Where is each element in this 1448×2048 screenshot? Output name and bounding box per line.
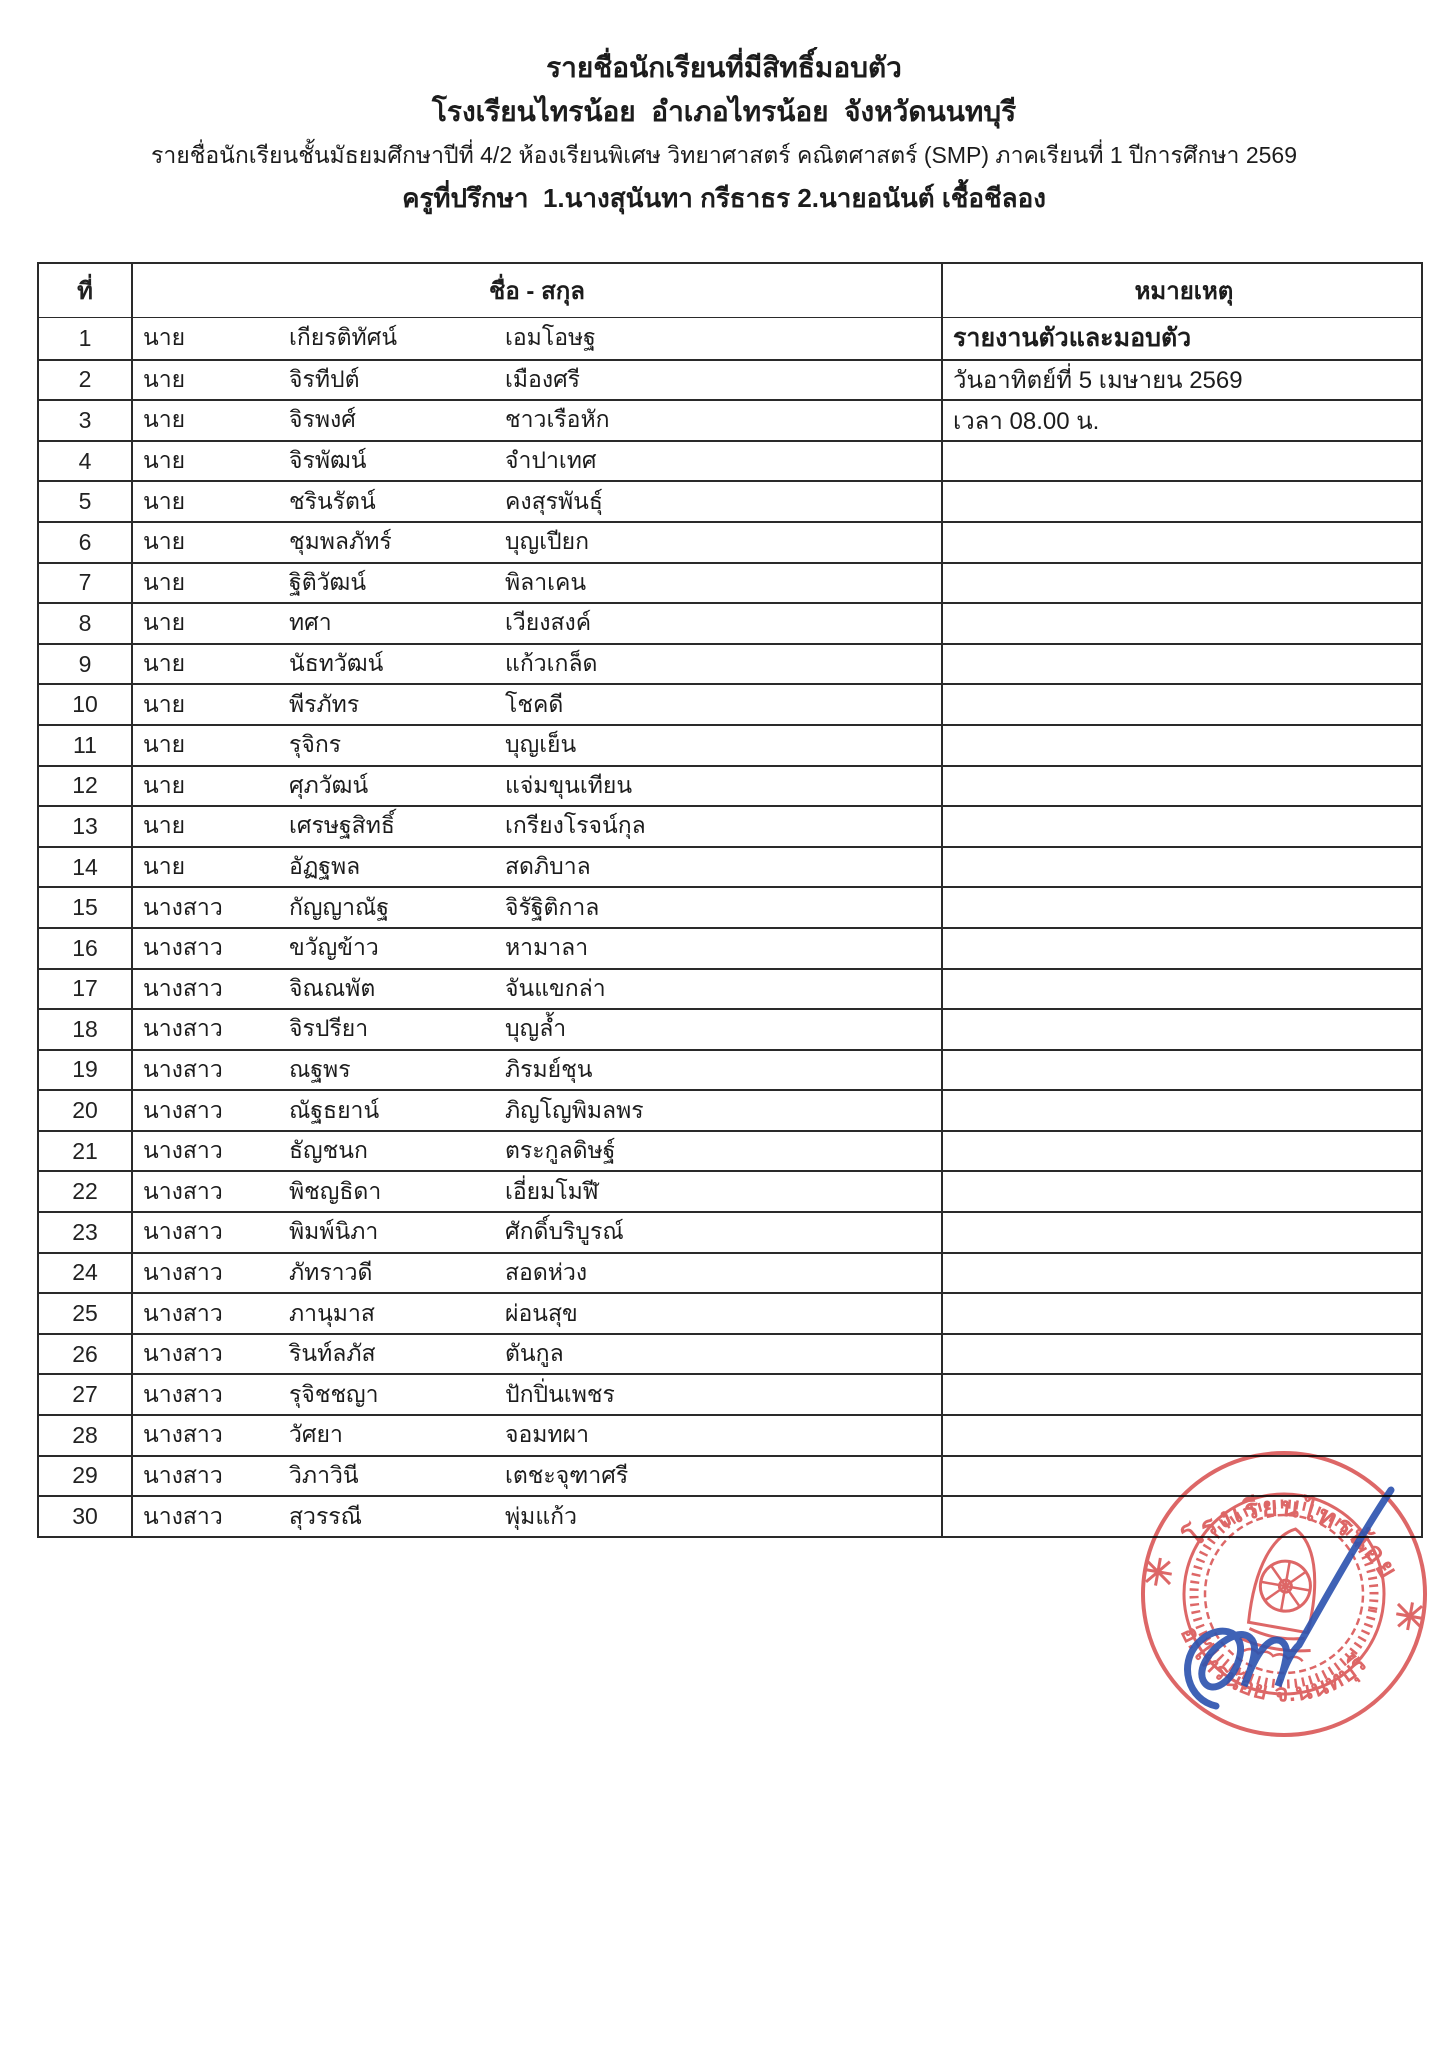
- row-name-cell: [133, 1294, 943, 1333]
- document-header: [0, 46, 1448, 220]
- row-note: [943, 888, 1425, 927]
- row-number: 21: [39, 1132, 133, 1171]
- table-row: [39, 805, 1421, 846]
- row-number: 19: [39, 1051, 133, 1090]
- table-row: [39, 318, 1421, 359]
- row-name-cell: [133, 767, 943, 806]
- row-note: [943, 726, 1425, 765]
- row-note: [943, 442, 1425, 481]
- row-note: [943, 1172, 1425, 1211]
- row-note: [943, 564, 1425, 603]
- row-note: [943, 523, 1425, 562]
- row-name-cell: [133, 888, 943, 927]
- first-name: พิชญธิดา: [289, 1177, 382, 1204]
- row-name-cell: [133, 442, 943, 481]
- row-name-cell: [133, 401, 943, 440]
- name-prefix: นางสาว: [143, 1421, 223, 1448]
- name-prefix: นาย: [143, 853, 186, 880]
- row-name-cell: [133, 1213, 943, 1252]
- stamp-top-text: โรงเรียนไทรน้อย: [1179, 1491, 1405, 1585]
- row-note: [943, 1132, 1425, 1171]
- first-name: อัฏฐพล: [289, 853, 361, 880]
- row-note: [943, 1457, 1425, 1496]
- row-note: รายงานตัวและมอบตัว: [953, 324, 1192, 353]
- name-prefix: นางสาว: [143, 1380, 223, 1407]
- table-row: [39, 602, 1421, 643]
- row-name-cell: [133, 564, 943, 603]
- row-name-cell: [133, 1457, 943, 1496]
- last-name: แก้วเกล็ด: [505, 650, 598, 677]
- table-row: [39, 1495, 1421, 1536]
- table-row: [39, 480, 1421, 521]
- last-name: ศักดิ์บริบูรณ์: [505, 1218, 624, 1245]
- header-note: หมายเหตุ: [1134, 278, 1234, 305]
- name-prefix: นางสาว: [143, 1299, 223, 1326]
- name-prefix: นาย: [143, 406, 186, 433]
- name-prefix: นางสาว: [143, 1137, 223, 1164]
- last-name: พุ่มแก้ว: [505, 1502, 577, 1529]
- row-number: 12: [39, 767, 133, 806]
- last-name: เอมโอษฐ: [505, 324, 596, 351]
- row-note: เวลา 08.00 น.: [953, 407, 1100, 435]
- name-prefix: นางสาว: [143, 934, 223, 961]
- left-star-ornament: [1142, 1556, 1174, 1588]
- first-name: รินท์ลภัส: [289, 1340, 376, 1367]
- first-name: จิรปรียา: [289, 1015, 369, 1042]
- row-note: [943, 1416, 1425, 1455]
- last-name: จำปาเทศ: [505, 447, 597, 474]
- table-row: [39, 1008, 1421, 1049]
- last-name: เอี่ยมโมฬี: [505, 1177, 599, 1204]
- name-prefix: นางสาว: [143, 893, 223, 920]
- table-row: [39, 1414, 1421, 1455]
- last-name: ปักปิ่นเพชร: [505, 1380, 615, 1407]
- row-number: 8: [39, 604, 133, 643]
- table-row: [39, 521, 1421, 562]
- row-name-cell: [133, 726, 943, 765]
- row-number: 2: [39, 361, 133, 400]
- advisors-line: ครูที่ปรึกษา 1.นางสุนันทา กรีธาธร 2.นายอนันต์ เชื้อชีลอง: [402, 183, 1046, 213]
- name-prefix: นาย: [143, 771, 186, 798]
- right-star-ornament: [1394, 1600, 1426, 1632]
- table-row: [39, 765, 1421, 806]
- row-number: 25: [39, 1294, 133, 1333]
- row-note: [943, 807, 1425, 846]
- name-prefix: นางสาว: [143, 1461, 223, 1488]
- name-prefix: นาย: [143, 690, 186, 717]
- table-row: [39, 1292, 1421, 1333]
- name-prefix: นาย: [143, 324, 186, 351]
- first-name: สุวรรณี: [289, 1502, 362, 1529]
- row-note: [943, 970, 1425, 1009]
- row-number: 28: [39, 1416, 133, 1455]
- row-number: 15: [39, 888, 133, 927]
- table-row: [39, 1211, 1421, 1252]
- class-description-line: รายชื่อนักเรียนชั้นมัธยมศึกษาปีที่ 4/2 ห้องเรียนพิเศษ วิทยาศาสตร์ คณิตศาสตร์ (SMP) ภาคเรียนที่ 1 ปีการศึกษา 2569: [150, 142, 1297, 168]
- first-name: ฐิติวัฒน์: [289, 568, 367, 595]
- row-name-cell: [133, 1051, 943, 1090]
- row-name-cell: [133, 1132, 943, 1171]
- row-number: 20: [39, 1091, 133, 1130]
- row-number: 30: [39, 1497, 133, 1536]
- last-name: ภิญโญพิมลพร: [505, 1096, 644, 1123]
- first-name: รุจิกร: [289, 731, 342, 758]
- row-note: [943, 929, 1425, 968]
- document-title: รายชื่อนักเรียนที่มีสิทธิ์มอบตัว: [546, 52, 902, 83]
- row-name-cell: [133, 645, 943, 684]
- row-name-cell: [133, 318, 943, 359]
- row-note: [943, 1051, 1425, 1090]
- table-row: [39, 846, 1421, 887]
- row-name-cell: [133, 1172, 943, 1211]
- row-number: 23: [39, 1213, 133, 1252]
- first-name: วัศยา: [289, 1421, 343, 1448]
- table-row: [39, 562, 1421, 603]
- name-prefix: นาย: [143, 609, 186, 636]
- table-row: [39, 683, 1421, 724]
- table-row: [39, 1089, 1421, 1130]
- table-row: [39, 886, 1421, 927]
- last-name: สอดห่วง: [505, 1258, 588, 1285]
- row-number: 6: [39, 523, 133, 562]
- first-name: วิภาวินี: [289, 1461, 359, 1488]
- name-prefix: นางสาว: [143, 1258, 223, 1285]
- name-prefix: นาย: [143, 447, 186, 474]
- row-name-cell: [133, 604, 943, 643]
- first-name: ชุมพลภัทร์: [289, 528, 392, 555]
- last-name: ตระกูลดิษฐ์: [505, 1137, 616, 1164]
- row-number: 9: [39, 645, 133, 684]
- wheel-spokes: [1256, 1557, 1314, 1615]
- row-number: 16: [39, 929, 133, 968]
- last-name: สดภิบาล: [505, 853, 591, 880]
- name-prefix: นางสาว: [143, 1340, 223, 1367]
- last-name: เวียงสงค์: [505, 609, 592, 636]
- row-note: [943, 1335, 1425, 1374]
- row-number: 26: [39, 1335, 133, 1374]
- row-note: [943, 1213, 1425, 1252]
- row-number: 22: [39, 1172, 133, 1211]
- name-prefix: นางสาว: [143, 1177, 223, 1204]
- row-number: 24: [39, 1254, 133, 1293]
- last-name: เกรียงโรจน์กุล: [505, 812, 646, 839]
- svg-text:อ.ไทรน้อย จ.นนทบุรี: [1165, 1618, 1375, 1723]
- row-name-cell: [133, 1497, 943, 1536]
- table-row: [39, 927, 1421, 968]
- row-note: [943, 1497, 1425, 1536]
- row-name-cell: [133, 361, 943, 400]
- header-no: ที่: [39, 264, 133, 317]
- table-row: [39, 359, 1421, 400]
- row-note: [943, 482, 1425, 521]
- name-prefix: นาย: [143, 365, 186, 392]
- last-name: บุญล้ำ: [505, 1015, 567, 1042]
- row-number: 27: [39, 1375, 133, 1414]
- row-number: 3: [39, 401, 133, 440]
- student-table: [37, 262, 1423, 1538]
- table-row: [39, 1333, 1421, 1374]
- row-name-cell: [133, 848, 943, 887]
- last-name: พิลาเคน: [505, 568, 587, 595]
- school-name-line: โรงเรียนไทรน้อย อำเภอไทรน้อย จังหวัดนนทบุรี: [431, 96, 1017, 127]
- row-name-cell: [133, 970, 943, 1009]
- name-prefix: นางสาว: [143, 1015, 223, 1042]
- table-row: [39, 1170, 1421, 1211]
- last-name: จันแขกล่า: [505, 974, 606, 1001]
- row-note: [943, 645, 1425, 684]
- row-number: 18: [39, 1010, 133, 1049]
- table-row: [39, 643, 1421, 684]
- name-prefix: นางสาว: [143, 974, 223, 1001]
- last-name: คงสุรพันธุ์: [505, 487, 603, 514]
- last-name: หามาลา: [505, 934, 589, 961]
- row-note: [943, 1375, 1425, 1414]
- table-row: [39, 724, 1421, 765]
- first-name: เกียรติทัศน์: [289, 324, 398, 351]
- stamp-bottom-text: อ.ไทรน้อย จ.นนทบุรี: [1174, 1622, 1373, 1708]
- row-name-cell: [133, 1416, 943, 1455]
- first-name: ชรินรัตน์: [289, 487, 376, 514]
- table-header-row: [39, 264, 1421, 318]
- name-prefix: นางสาว: [143, 1096, 223, 1123]
- row-number: 7: [39, 564, 133, 603]
- row-name-cell: [133, 1375, 943, 1414]
- last-name: เมืองศรี: [505, 365, 581, 392]
- first-name: พิมพ์นิภา: [289, 1218, 379, 1245]
- row-note: วันอาทิตย์ที่ 5 เมษายน 2569: [953, 367, 1243, 395]
- name-prefix: นางสาว: [143, 1218, 223, 1245]
- last-name: จิรัฐิติกาล: [505, 893, 600, 920]
- first-name: จิรพงศ์: [289, 406, 356, 433]
- table-row: [39, 1373, 1421, 1414]
- row-number: 17: [39, 970, 133, 1009]
- first-name: ธัญชนก: [289, 1137, 368, 1164]
- first-name: จิรทีปต์: [289, 365, 360, 392]
- row-number: 11: [39, 726, 133, 765]
- row-note: [943, 767, 1425, 806]
- table-row: [39, 1049, 1421, 1090]
- name-prefix: นาย: [143, 731, 186, 758]
- name-prefix: นาย: [143, 487, 186, 514]
- row-number: 13: [39, 807, 133, 846]
- first-name: ณฐพร: [289, 1055, 351, 1082]
- row-note: [943, 1091, 1425, 1130]
- table-row: [39, 440, 1421, 481]
- first-name: พีรภัทร: [289, 690, 360, 717]
- last-name: ชาวเรือหัก: [505, 406, 610, 433]
- row-note: [943, 604, 1425, 643]
- first-name: จิณณพัต: [289, 974, 376, 1001]
- first-name: รุจิชชญา: [289, 1380, 379, 1407]
- first-name: ศุภวัฒน์: [289, 771, 369, 798]
- last-name: โชคดี: [505, 690, 564, 717]
- first-name: เศรษฐสิทธิ์: [289, 812, 395, 839]
- first-name: ทศา: [289, 609, 332, 636]
- row-note: [943, 1254, 1425, 1293]
- table-row: [39, 968, 1421, 1009]
- first-name: ขวัญข้าว: [289, 934, 379, 961]
- row-name-cell: [133, 807, 943, 846]
- row-name-cell: [133, 685, 943, 724]
- row-number: 5: [39, 482, 133, 521]
- name-prefix: นาย: [143, 650, 186, 677]
- row-number: 29: [39, 1457, 133, 1496]
- row-name-cell: [133, 523, 943, 562]
- row-number: 4: [39, 442, 133, 481]
- last-name: ตันกูล: [505, 1340, 564, 1367]
- row-number: 14: [39, 848, 133, 887]
- last-name: บุญเปียก: [505, 528, 590, 555]
- student-table-body: [39, 318, 1421, 1536]
- first-name: ภัทราวดี: [289, 1258, 373, 1285]
- row-name-cell: [133, 1010, 943, 1049]
- row-note: [943, 685, 1425, 724]
- name-prefix: นาย: [143, 528, 186, 555]
- row-name-cell: [133, 482, 943, 521]
- row-name-cell: [133, 929, 943, 968]
- row-note: [943, 1010, 1425, 1049]
- table-row: [39, 399, 1421, 440]
- name-prefix: นาย: [143, 568, 186, 595]
- table-row: [39, 1130, 1421, 1171]
- row-name-cell: [133, 1254, 943, 1293]
- last-name: จอมทผา: [505, 1421, 590, 1448]
- name-prefix: นาย: [143, 812, 186, 839]
- row-number: 10: [39, 685, 133, 724]
- name-prefix: นางสาว: [143, 1502, 223, 1529]
- first-name: นัธทวัฒน์: [289, 650, 384, 677]
- first-name: กัญญาณัฐ: [289, 893, 390, 920]
- last-name: บุญเย็น: [505, 731, 577, 758]
- row-name-cell: [133, 1335, 943, 1374]
- row-name-cell: [133, 1091, 943, 1130]
- first-name: จิรพัฒน์: [289, 447, 367, 474]
- name-prefix: นางสาว: [143, 1055, 223, 1082]
- row-note: [943, 848, 1425, 887]
- last-name: แจ่มขุนเทียน: [505, 771, 633, 798]
- header-name: ชื่อ - สกุล: [133, 264, 943, 317]
- row-note: [943, 1294, 1425, 1333]
- first-name: ภานุมาส: [289, 1299, 375, 1326]
- last-name: ภิรมย์ชุน: [505, 1055, 593, 1082]
- table-row: [39, 1252, 1421, 1293]
- last-name: ผ่อนสุข: [505, 1299, 578, 1326]
- first-name: ณัฐธยาน์: [289, 1096, 380, 1123]
- row-number: 1: [39, 318, 133, 359]
- table-row: [39, 1455, 1421, 1496]
- last-name: เตชะจุฑาศรี: [505, 1461, 629, 1488]
